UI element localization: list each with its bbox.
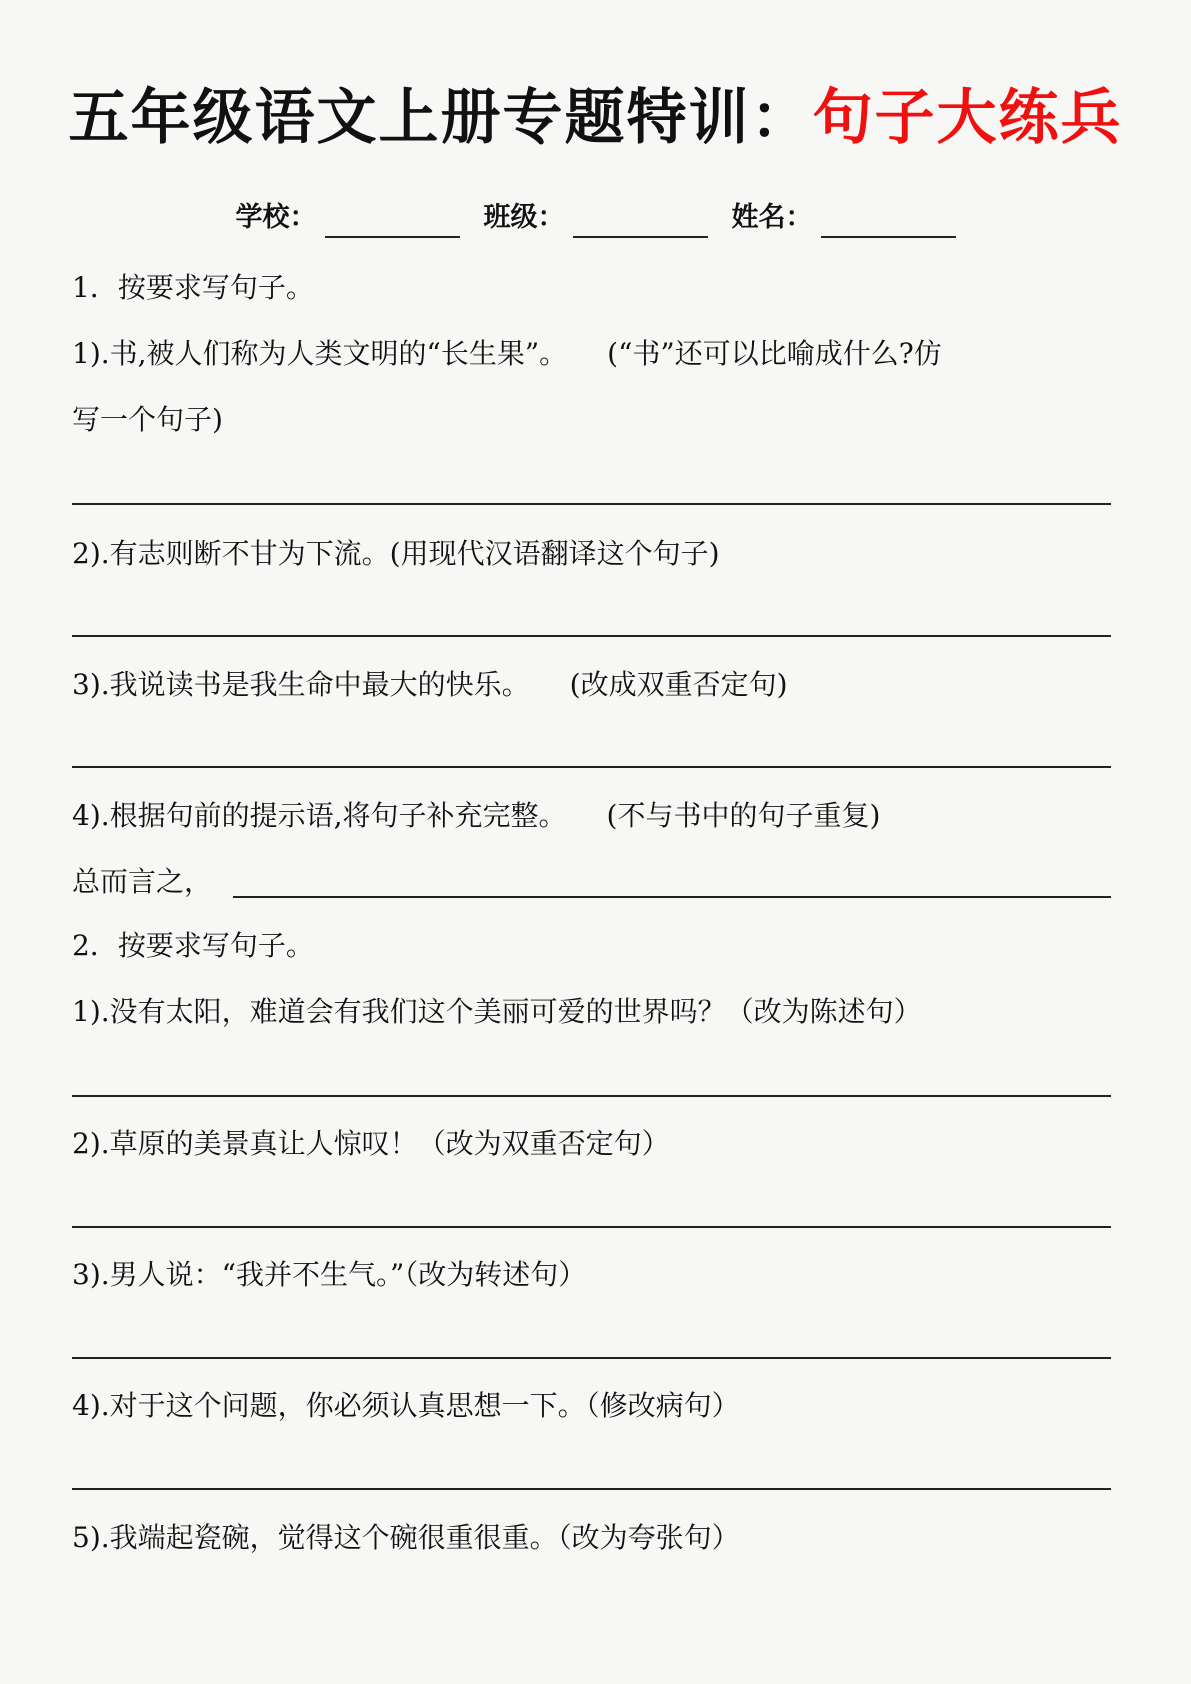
name-label: 姓名： xyxy=(731,202,813,233)
s2-q3: 3).男人说：“我并不生气。”（改为转述句） xyxy=(72,1258,587,1291)
s2-q4: 4).对于这个问题，你必须认真思想一下。（修改病句） xyxy=(72,1389,740,1422)
s1-q3-answer-line[interactable] xyxy=(72,766,1111,768)
s1-q4-hint: (不与书中的句子重复) xyxy=(606,799,881,832)
school-blank[interactable] xyxy=(325,202,460,238)
school-field xyxy=(236,198,460,238)
s2-q1-answer-line[interactable] xyxy=(72,1095,1111,1097)
page-title xyxy=(0,78,1191,158)
s1-q1-hint-cont: 写一个句子) xyxy=(72,403,223,436)
s2-q3-answer-line[interactable] xyxy=(72,1357,1111,1359)
s1-q4 xyxy=(72,796,880,836)
s1-q1-hint: (“书”还可以比喻成什么?仿 xyxy=(607,337,942,370)
class-field xyxy=(484,198,708,238)
s1-q4-text: 4).根据句前的提示语,将句子补充完整。 xyxy=(72,799,567,832)
name-field xyxy=(732,198,956,238)
s2-q2-answer-line[interactable] xyxy=(72,1226,1111,1228)
s1-q2-answer-line[interactable] xyxy=(72,635,1111,637)
title-main: 五年级语文上册专题特训： xyxy=(68,83,813,153)
s2-q5: 5).我端起瓷碗，觉得这个碗很重很重。（改为夸张句） xyxy=(72,1521,740,1554)
name-blank[interactable] xyxy=(821,202,956,238)
school-label: 学校： xyxy=(235,202,317,233)
s1-q2: 2).有志则断不甘为下流。(用现代汉语翻译这个句子) xyxy=(72,537,720,570)
class-blank[interactable] xyxy=(573,202,708,238)
s1-q1-answer-line[interactable] xyxy=(72,503,1111,505)
s1-q4-answer-line[interactable] xyxy=(233,896,1111,898)
title-accent: 句子大练兵 xyxy=(812,83,1123,153)
s1-q4-prompt: 总而言之， xyxy=(72,865,213,898)
s1-q3-text: 3).我说读书是我生命中最大的快乐。 xyxy=(72,668,530,701)
section1-heading: 1．按要求写句子。 xyxy=(72,271,314,304)
class-label: 班级： xyxy=(483,202,565,233)
s1-q3 xyxy=(72,665,788,705)
s2-q2: 2).草原的美景真让人惊叹！（改为双重否定句） xyxy=(72,1127,670,1160)
section2-heading: 2．按要求写句子。 xyxy=(72,929,314,962)
s1-q3-hint: (改成双重否定句) xyxy=(569,668,788,701)
student-info xyxy=(0,198,1191,238)
s2-q1: 1).没有太阳，难道会有我们这个美丽可爱的世界吗？（改为陈述句） xyxy=(72,995,922,1028)
s2-q4-answer-line[interactable] xyxy=(72,1488,1111,1490)
s1-q1 xyxy=(72,334,942,374)
s1-q1-text: 1).书,被人们称为人类文明的“长生果”。 xyxy=(72,337,568,370)
